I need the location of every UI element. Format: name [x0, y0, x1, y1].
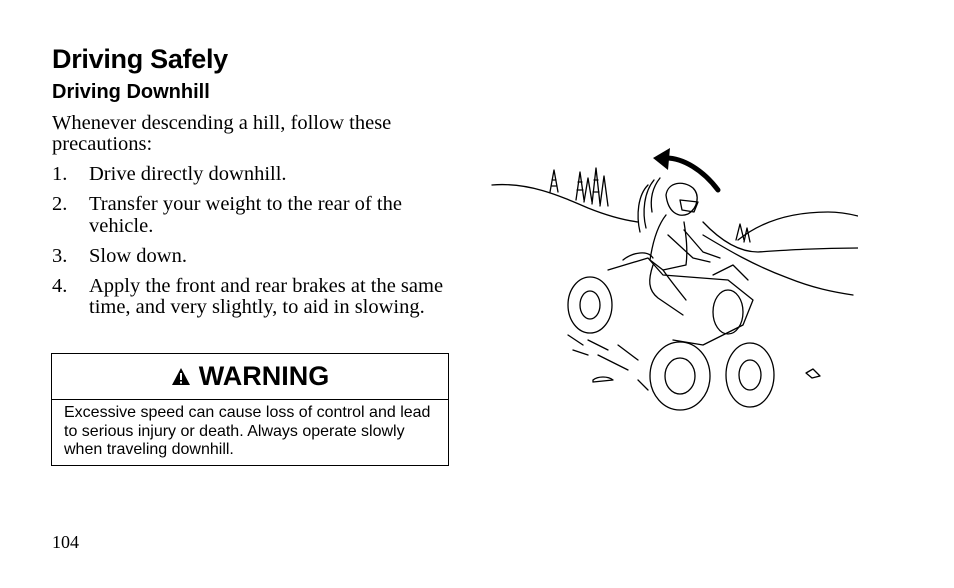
list-item-number: 4. — [52, 274, 68, 297]
warning-triangle-icon — [171, 367, 191, 386]
list-item-number: 3. — [52, 244, 68, 267]
list-item-number: 2. — [52, 193, 68, 215]
list-item — [52, 276, 447, 319]
list-item-text: Slow down. — [89, 244, 187, 267]
warning-box — [51, 353, 449, 466]
warning-text: Excessive speed can cause loss of control and lead to serious injury or death. Always operate slowly when traveling downhill. — [64, 404, 431, 458]
section-title: Driving Downhill — [52, 81, 210, 103]
list-item — [52, 194, 447, 237]
warning-title: WARNING — [198, 361, 330, 391]
precautions-list — [52, 164, 447, 327]
atv-downhill-illustration — [488, 140, 858, 420]
list-item-text: Transfer your weight to the rear of the vehicle. — [89, 193, 402, 237]
list-item-text: Apply the front and rear brakes at the same time, and very slightly, to aid in slowing. — [89, 274, 444, 318]
list-item — [52, 164, 447, 186]
intro-paragraph: Whenever descending a hill, follow these precautions: — [52, 112, 392, 155]
page-title: Driving Safely — [52, 44, 228, 74]
list-item-text: Drive directly downhill. — [89, 163, 287, 185]
warning-header — [52, 354, 448, 400]
list-item-number: 1. — [52, 163, 68, 185]
page-number: 104 — [52, 532, 79, 552]
list-item — [52, 246, 447, 268]
